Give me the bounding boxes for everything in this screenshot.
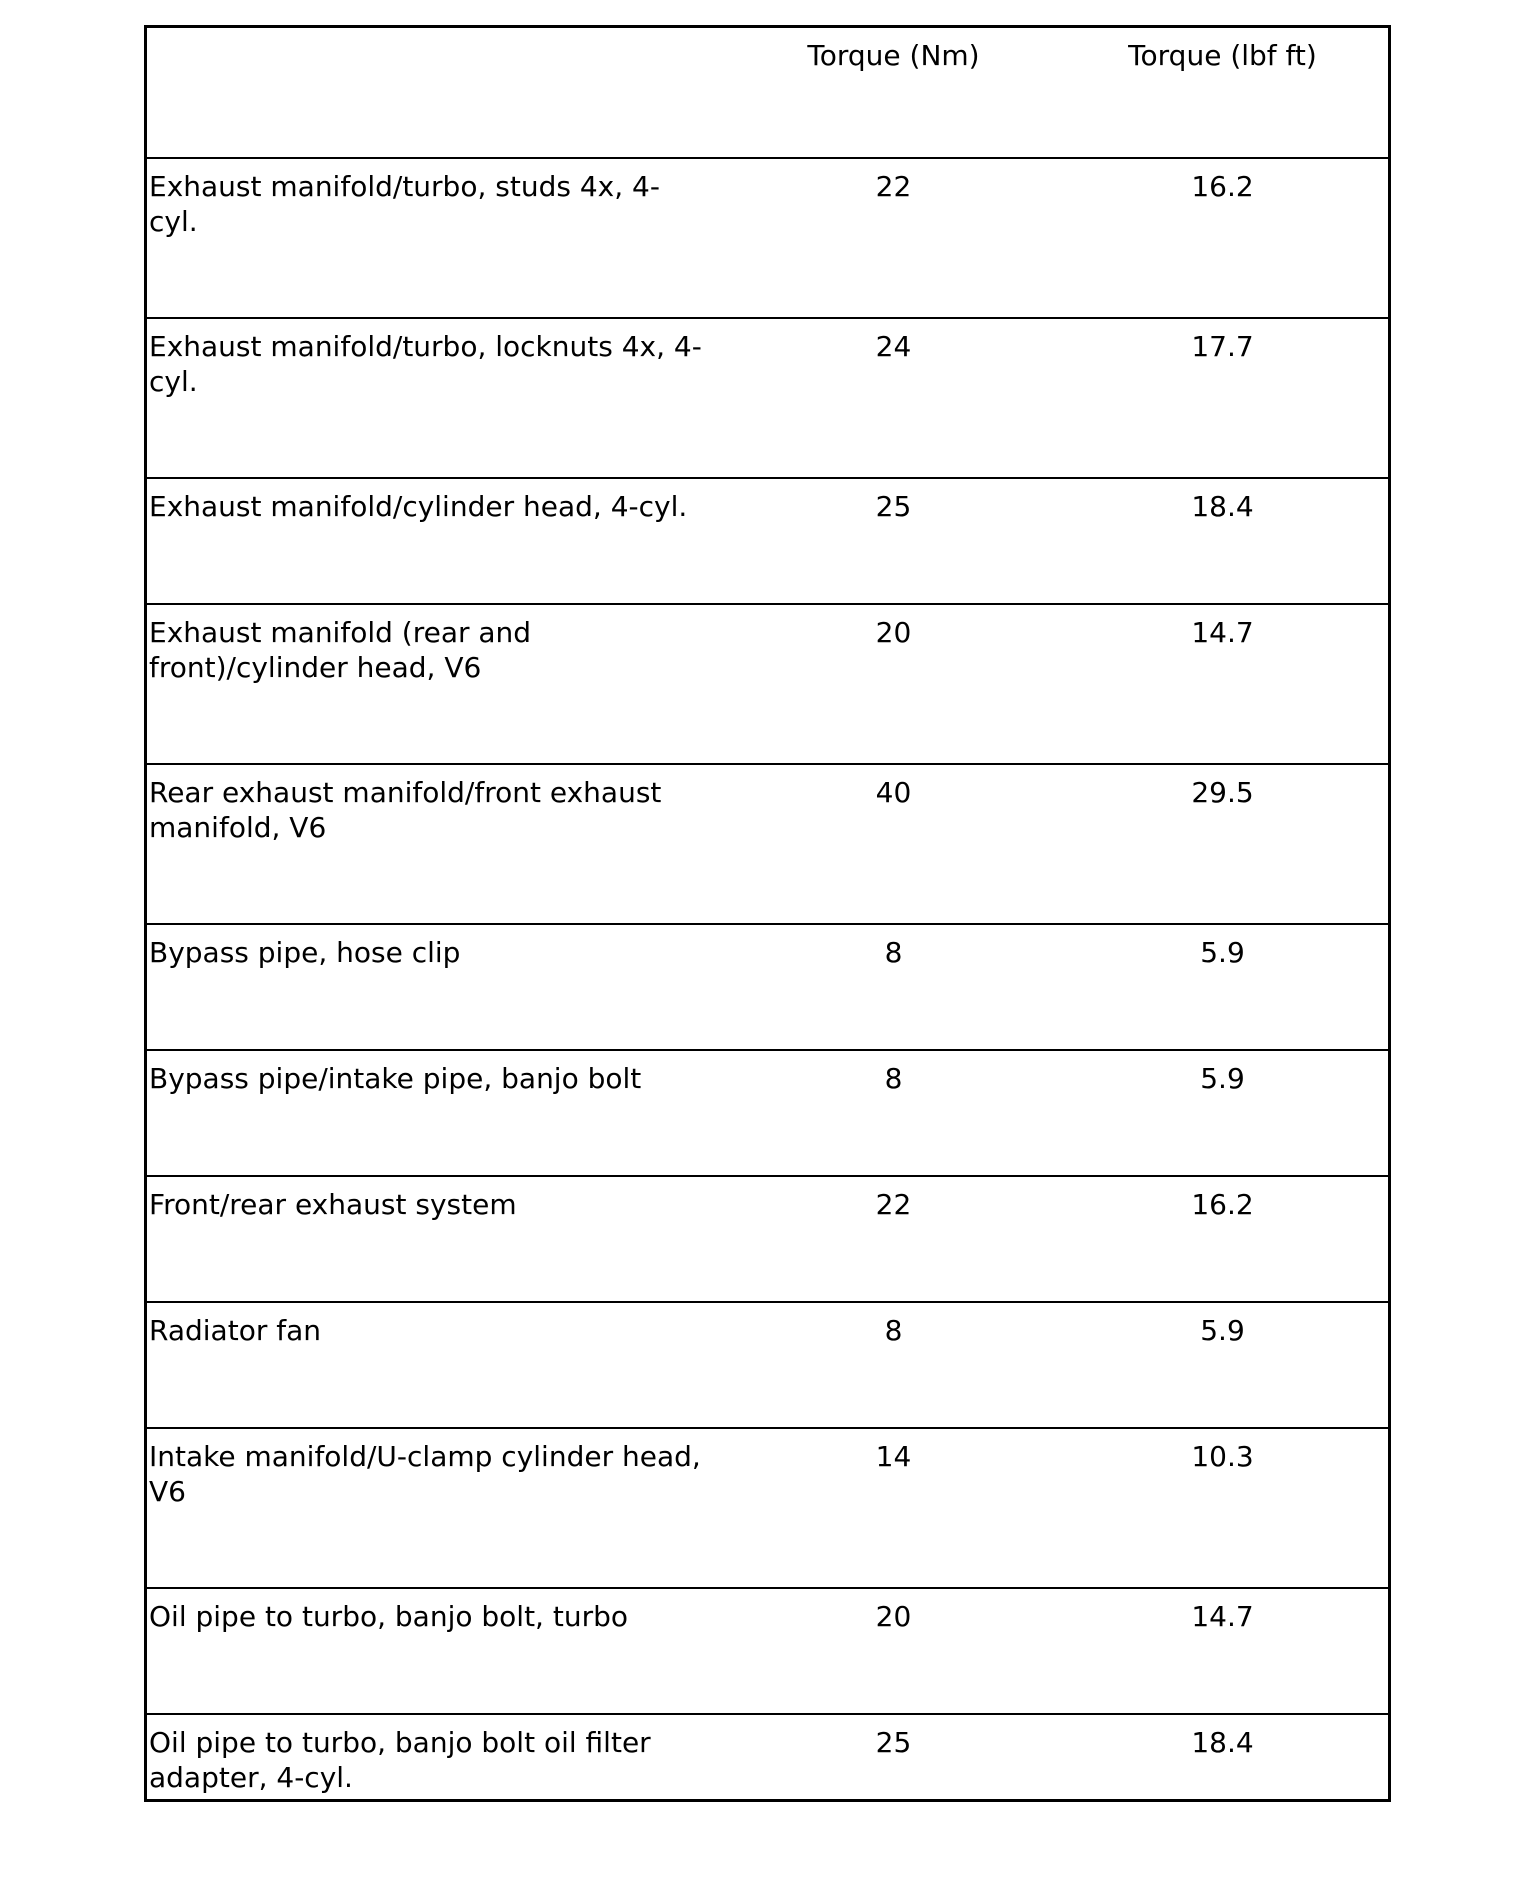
- row-torque-lbf-ft: 17.7: [1191, 330, 1254, 363]
- row-torque-nm: 8: [884, 1062, 903, 1095]
- row-torque-lbf-ft: 5.9: [1200, 1314, 1245, 1347]
- table-row: [147, 765, 1388, 925]
- row-torque-nm: 20: [875, 1600, 912, 1633]
- row-description: Intake manifold/U-clamp cylinder head, V6: [149, 1440, 701, 1508]
- table-header-row: [147, 28, 1388, 159]
- row-description: Rear exhaust manifold/front exhaust manifold, V6: [149, 776, 662, 844]
- table-row: [147, 319, 1388, 479]
- row-description: Oil pipe to turbo, banjo bolt, turbo: [149, 1600, 628, 1633]
- table-row: [147, 479, 1388, 605]
- table-row: [147, 1715, 1388, 1799]
- row-torque-nm: 14: [875, 1440, 912, 1473]
- row-description: Front/rear exhaust system: [149, 1188, 517, 1221]
- table-row: [147, 1589, 1388, 1715]
- header-torque-lbf-ft: Torque (lbf ft): [1128, 39, 1317, 72]
- row-torque-nm: 24: [875, 330, 912, 363]
- table-row: [147, 925, 1388, 1051]
- row-torque-nm: 40: [875, 776, 912, 809]
- row-torque-nm: 8: [884, 936, 903, 969]
- row-description: Exhaust manifold (rear and front)/cylinder head, V6: [149, 616, 532, 684]
- row-torque-lbf-ft: 14.7: [1191, 1600, 1254, 1633]
- table-row: [147, 1303, 1388, 1429]
- table-row: [147, 1051, 1388, 1177]
- row-torque-nm: 22: [875, 1188, 912, 1221]
- table-row: [147, 1429, 1388, 1589]
- row-description: Bypass pipe/intake pipe, banjo bolt: [149, 1062, 642, 1095]
- row-torque-lbf-ft: 5.9: [1200, 936, 1245, 969]
- row-torque-lbf-ft: 10.3: [1191, 1440, 1254, 1473]
- table-row: [147, 605, 1388, 765]
- header-description: [147, 28, 730, 157]
- table-row: [147, 1177, 1388, 1303]
- row-torque-lbf-ft: 29.5: [1191, 776, 1254, 809]
- row-torque-nm: 25: [875, 490, 912, 523]
- table-row: [147, 159, 1388, 319]
- row-torque-nm: 20: [875, 616, 912, 649]
- row-torque-nm: 22: [875, 170, 912, 203]
- row-description: Exhaust manifold/turbo, studs 4x, 4- cyl.: [149, 170, 660, 238]
- row-description: Exhaust manifold/cylinder head, 4-cyl.: [149, 490, 688, 523]
- row-description: Oil pipe to turbo, banjo bolt oil filter adapter, 4-cyl.: [149, 1726, 651, 1794]
- row-description: Bypass pipe, hose clip: [149, 936, 461, 969]
- row-torque-lbf-ft: 5.9: [1200, 1062, 1245, 1095]
- row-description: Radiator fan: [149, 1314, 321, 1347]
- row-torque-lbf-ft: 14.7: [1191, 616, 1254, 649]
- torque-table: [144, 25, 1391, 1802]
- row-torque-lbf-ft: 16.2: [1191, 1188, 1254, 1221]
- row-torque-lbf-ft: 18.4: [1191, 1726, 1254, 1759]
- row-torque-lbf-ft: 18.4: [1191, 490, 1254, 523]
- row-description: Exhaust manifold/turbo, locknuts 4x, 4- cyl.: [149, 330, 702, 398]
- header-torque-nm: Torque (Nm): [807, 39, 980, 72]
- row-torque-lbf-ft: 16.2: [1191, 170, 1254, 203]
- row-torque-nm: 8: [884, 1314, 903, 1347]
- row-torque-nm: 25: [875, 1726, 912, 1759]
